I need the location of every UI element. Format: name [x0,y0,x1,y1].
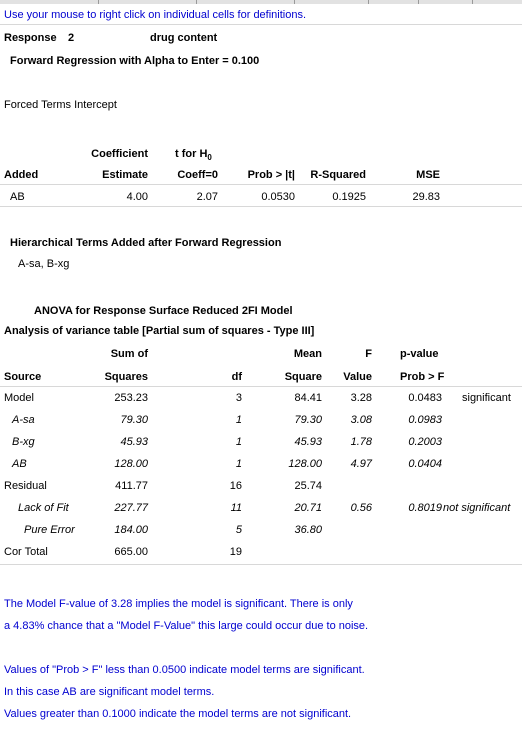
note-line: The Model F-value of 3.28 implies the model is significant. There is only [4,598,353,610]
anova-cell-ms[interactable]: 79.30 [294,414,322,426]
anova-cell-source[interactable]: AB [12,458,27,470]
coef-head-tfor[interactable]: t for $H_0$ [175,148,212,163]
coef-row-estimate[interactable]: 4.00 [126,191,148,203]
anova-cell-f[interactable]: 4.97 [350,458,372,470]
anova-cell-p[interactable]: 0.0983 [408,414,442,426]
note-line: a 4.83% chance that a "Model F-Value" this large could occur due to noise. [4,620,369,632]
anova-cell-note[interactable]: significant [462,392,511,404]
coef-head-prob[interactable]: Prob > |t| [247,169,295,181]
anova-cell-p[interactable]: 0.0483 [408,392,442,404]
anova-cell-ms[interactable]: 36.80 [294,524,322,536]
anova-cell-df[interactable]: 1 [235,458,242,470]
coef-row-prob[interactable]: 0.0530 [261,191,295,203]
coef-head-mse[interactable]: MSE [416,169,440,181]
coef-row-tvalue[interactable]: 2.07 [196,191,218,203]
anova-head-mean[interactable]: Mean [293,348,322,360]
anova-cell-ms[interactable]: 128.00 [288,458,322,470]
anova-cell-df[interactable]: 5 [235,524,242,536]
anova-head-f[interactable]: F [365,348,372,360]
anova-cell-source[interactable]: B-xg [12,436,35,448]
divider [0,24,522,25]
coef-head-coefficient[interactable]: Coefficient [91,148,148,160]
coef-head-rsquared[interactable]: R-Squared [310,169,366,181]
divider [0,184,522,185]
anova-cell-note[interactable]: not significant [443,502,511,514]
anova-cell-df[interactable]: 3 [235,392,242,404]
note-line: Values of "Prob > F" less than 0.0500 indicate model terms are significant. [4,664,365,676]
anova-cell-f[interactable]: 1.78 [350,436,372,448]
response-name[interactable]: drug content [150,32,218,44]
anova-cell-ms[interactable]: 25.74 [294,480,322,492]
divider [0,564,522,565]
anova-head-sumof[interactable]: Sum of [110,348,148,360]
coef-head-estimate[interactable]: Estimate [102,169,148,181]
anova-cell-ss[interactable]: 184.00 [114,524,148,536]
anova-cell-f[interactable]: 3.28 [350,392,372,404]
coef-head-added[interactable]: Added [4,169,39,181]
anova-cell-ss[interactable]: 253.23 [114,392,148,404]
divider [0,386,522,387]
hierarchical-title[interactable]: Hierarchical Terms Added after Forward Regression [10,237,282,249]
anova-cell-df[interactable]: 19 [229,546,242,558]
anova-title[interactable]: ANOVA for Response Surface Reduced 2FI Model [34,305,293,317]
coef-row-rsquared[interactable]: 0.1925 [332,191,366,203]
coef-row-mse[interactable]: 29.83 [412,191,440,203]
anova-cell-ss[interactable]: 79.30 [120,414,148,426]
anova-cell-ss[interactable]: 128.00 [114,458,148,470]
anova-cell-source[interactable]: Residual [4,480,47,492]
anova-cell-p[interactable]: 0.0404 [408,458,442,470]
anova-cell-ss[interactable]: 411.77 [115,480,148,492]
method-title[interactable]: Forward Regression with Alpha to Enter = 0.100 [10,55,260,67]
forced-terms[interactable]: Forced Terms Intercept [4,99,117,111]
divider [0,206,522,207]
anova-head-df[interactable]: df [231,371,242,383]
anova-subtitle[interactable]: Analysis of variance table [Partial sum of squares - Type III] [4,325,315,337]
coef-head-coeff0[interactable]: Coeff=0 [177,169,218,181]
anova-cell-p[interactable]: 0.2003 [408,436,442,448]
anova-cell-ms[interactable]: 20.71 [294,502,322,514]
anova-head-source[interactable]: Source [4,371,42,383]
anova-cell-ss[interactable]: 45.93 [120,436,148,448]
anova-head-value[interactable]: Value [343,371,372,383]
coef-row-term[interactable]: AB [10,191,25,203]
response-label[interactable]: Response [4,32,57,44]
anova-cell-df[interactable]: 11 [230,502,242,514]
anova-head-pvalue[interactable]: p-value [400,348,439,360]
column-header-strip [0,0,522,4]
anova-cell-source[interactable]: Cor Total [4,546,48,558]
anova-cell-df[interactable]: 1 [235,414,242,426]
anova-cell-df[interactable]: 1 [235,436,242,448]
anova-cell-p[interactable]: 0.8019 [408,502,442,514]
note-line: In this case AB are significant model terms. [4,686,215,698]
anova-cell-ss[interactable]: 665.00 [114,546,148,558]
anova-cell-f[interactable]: 3.08 [350,414,372,426]
anova-cell-ss[interactable]: 227.77 [114,502,148,514]
anova-cell-f[interactable]: 0.56 [350,502,372,514]
response-number[interactable]: 2 [68,32,75,44]
anova-cell-source[interactable]: Lack of Fit [18,502,69,514]
anova-cell-ms[interactable]: 45.93 [294,436,322,448]
hint-text: Use your mouse to right click on individual cells for definitions. [4,9,307,21]
hierarchical-terms[interactable]: A-sa, B-xg [18,258,70,270]
anova-head-square[interactable]: Square [284,371,322,383]
anova-cell-source[interactable]: Pure Error [24,524,75,536]
anova-head-squares[interactable]: Squares [104,371,148,383]
anova-cell-source[interactable]: A-sa [12,414,35,426]
anova-cell-ms[interactable]: 84.41 [294,392,322,404]
anova-head-probf[interactable]: Prob > F [400,371,445,383]
note-line: Values greater than 0.1000 indicate the model terms are not significant. [4,708,352,720]
anova-cell-source[interactable]: Model [4,392,34,404]
anova-cell-df[interactable]: 16 [229,480,242,492]
